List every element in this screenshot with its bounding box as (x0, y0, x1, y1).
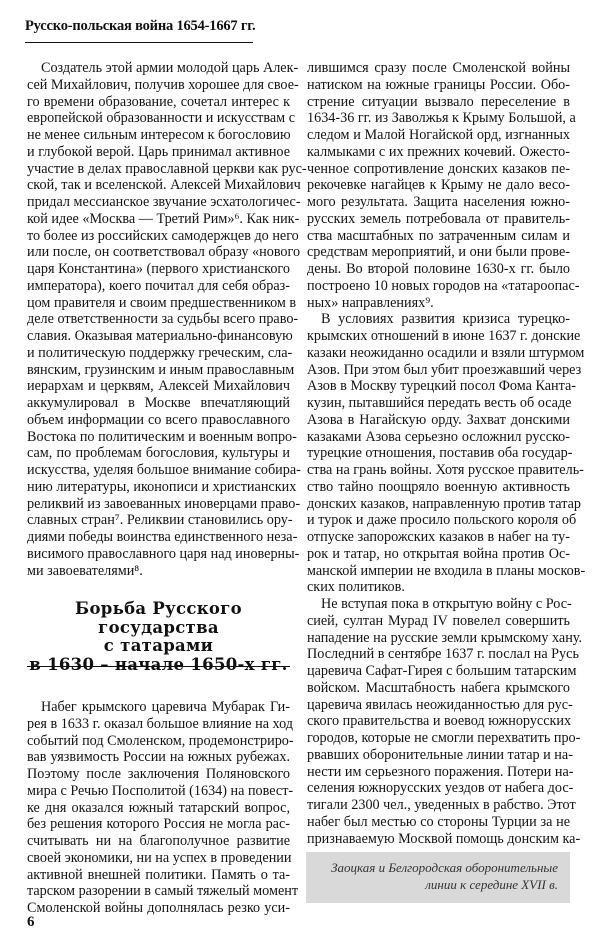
text-line: и турок и даже просило польского короля об (307, 512, 577, 529)
text-line: иерархам и церквям, Алексей Михайлович (27, 378, 290, 395)
text-line: манской империи не входила в планы москов- (307, 562, 586, 579)
text-line: донских казаков, направленную против татар (307, 495, 581, 512)
text-line: ке дня оказался южный татарский вопрос, (27, 799, 290, 816)
text-line: средствам мероприятий, и они были прове- (307, 244, 570, 261)
text-line: без решения которого Россия не могла рас- (27, 816, 290, 833)
running-head-rule (25, 42, 253, 43)
text-line: то более из российских самодержцев до него (27, 227, 299, 244)
section-heading-line-1: Борьба Русского государства (75, 599, 242, 637)
text-line: сией, султан Мурад IV повелел совершить (307, 612, 570, 629)
text-line: сам, по проблемам богословия, культуры и (27, 445, 290, 462)
text-line: нию литературы, иконописи и христианских (27, 478, 297, 495)
text-line: кой идее «Москва — Третий Рим»⁶. Как ник- (27, 210, 300, 227)
section-heading (27, 600, 290, 674)
text-line: вянским, грузинским и иным православным (27, 361, 295, 378)
text-line: Не вступая пока в открытую войну с Рос- (321, 596, 572, 612)
section-heading-line-3: в 1630 – начале 1650-х гг. (29, 654, 288, 674)
text-line: и политическую поддержку греческим, сла- (27, 344, 293, 361)
text-line: сей Михайлович, получив хорошее для свое- (27, 76, 299, 93)
text-line: не менее сильным интересом к богословию (27, 127, 291, 143)
figure-caption-line-1: Заоцкая и Белгородская оборонительные (331, 860, 558, 875)
text-line: казаки неожиданно осадили и взяли штурмом (307, 344, 585, 361)
text-line: ства масштабных по затраченным силам и (307, 227, 570, 244)
text-line: 1634-36 гг. из Заволжья к Крыму Большой, а (307, 110, 576, 127)
text-line: кузин, пытавшийся передать весть об осаде (307, 395, 572, 411)
text-line: Смоленской войны дополнялась резко уси- (27, 900, 290, 916)
text-line: лившимся сразу после Смоленской войны (307, 60, 570, 76)
text-line: рок и татар, но открытая война против Ос- (307, 545, 570, 562)
text-line: считывать ни на благополучное развитие (27, 833, 290, 849)
text-line: рекочевке нагайцев к Крыму не дало весо- (307, 177, 570, 194)
text-line: казаками Азова серьезно осложнил русско- (307, 428, 570, 445)
text-line: нападение на русские земли крымскому хану. (307, 629, 583, 646)
text-line: нести им серьезного поражения. Потери на- (307, 763, 574, 780)
text-line: ских политиков. (307, 579, 405, 596)
text-line: царевича явилась неожиданностью для рус- (307, 696, 573, 713)
text-line: мого результата. Защита населения южно- (307, 194, 570, 210)
text-line: объем информации со всего православного (27, 411, 290, 428)
text-line: построено 10 новых городов на «татароопас- (307, 277, 580, 294)
text-line: аккумулировал в Москве впечатляющий (27, 395, 290, 411)
text-line: диями победы воинства единственного неза- (27, 529, 298, 545)
text-line: калмыками с их прежних кочевий. Ожесто- (307, 143, 570, 160)
text-line: отпуске запорожских казаков в набег на ту- (307, 529, 570, 545)
text-line: участие в делах православной церкви как рус- (27, 160, 307, 177)
text-line: крымских отношений в июне 1637 г. донские (307, 328, 581, 344)
text-line: Последний в сентябре 1637 г. послал на Русь (307, 646, 579, 663)
text-line: цом правителя и своим предшественником в (27, 294, 297, 311)
text-line: турецкие отношения, поставив оба государ- (307, 445, 573, 462)
section-heading-line-2: с татарами (103, 636, 214, 655)
text-line: тарском разорении в самый тяжелый момент (27, 883, 299, 900)
text-line: ского правительства и воевод южнорусских (307, 713, 572, 730)
text-line: активной внешней политики. Память о та- (27, 866, 290, 883)
text-line: висимого православного царя над иноверны- (27, 545, 300, 562)
figure-caption-line-2: линии к середине XVII в. (425, 877, 558, 892)
text-line: славия. Оказывая материально-финансовую (27, 328, 293, 344)
page-number: 6 (27, 914, 35, 930)
text-line: деле ответственности за судьбы всего право- (27, 311, 299, 328)
text-line: признаваемую Москвой помощь донским ка- (307, 830, 581, 847)
text-line: городов, которые не смогли перехватить про- (307, 730, 581, 746)
left-column-bottom (27, 699, 299, 917)
section-heading-rule (27, 666, 290, 667)
text-line: стрение ситуации вызвало переселение в (307, 93, 570, 110)
text-line: ных» направлениях⁹. (307, 294, 434, 311)
figure-caption-box (306, 852, 570, 903)
text-line: или после, он соответствовал образу «нового (27, 244, 301, 261)
text-line: Набег крымского царевича Мубарак Ги- (41, 699, 290, 715)
text-line: го времени образование, сочетал интерес к (27, 93, 290, 110)
text-line: ченное сопротивление донских казаков пе- (307, 160, 570, 177)
text-line: своей экономики, ни на успех в проведении (27, 849, 292, 866)
right-column (307, 60, 586, 847)
text-line: царя Константина» (первого христианского (27, 261, 290, 277)
text-line: событий под Смоленском, продемонстриро- (27, 732, 294, 749)
text-line: В условиях развития кризиса турецко- (321, 311, 570, 328)
text-line: царевича Сафат-Гирея с большим татарским (307, 663, 577, 679)
text-line: рея в 1633 г. оказал большое влияние на ход (27, 715, 294, 732)
text-line: следом и Малой Ногайской орд, изгнанных (307, 127, 570, 143)
text-line: вав уязвимость России на южных рубежах. (27, 749, 290, 766)
text-line: набег был местью со стороны Турции за не (307, 813, 570, 830)
text-line: императора), коего почитал для себя образ- (27, 277, 290, 294)
text-line: натиском на южные границы России. Обо- (307, 76, 570, 93)
text-line: Поэтому после заключения Поляновского (27, 766, 290, 782)
text-line: русских земель потребовала от правитель- (307, 210, 570, 227)
text-line: Азова в Нагайскую орду. Захват донскими (307, 411, 570, 428)
running-head: Русско-польская война 1654-1667 гг. (25, 18, 256, 34)
text-line: придал мессианское звучание эсхатологичес- (27, 194, 301, 210)
text-line: ство тайно поощряло военную активность (307, 478, 570, 495)
text-line: и глубокой верой. Царь принимал активное (27, 143, 290, 160)
text-line: рвавших оборонительные линии татар и на- (307, 746, 573, 763)
text-line: тигали 2300 чел., уведенных в рабство. Этот (307, 797, 576, 813)
text-line: искусства, уделяя большое внимание собира- (27, 462, 301, 478)
text-line: селения южнорусских уездов от набега дос- (307, 780, 574, 797)
text-line: европейской образованности и искусствам с (27, 110, 296, 127)
text-line: реликвий из завоеванных иноверцами право- (27, 495, 301, 512)
text-line: славных стран⁷. Реликвии становились ору- (27, 512, 293, 529)
text-line: войском. Масштабность набега крымского (307, 679, 570, 696)
text-line: ми завоевателями⁸. (27, 562, 143, 579)
text-line: дены. Во второй половине 1630-х гг. было (307, 261, 570, 277)
text-line: ской, так и вселенской. Алексей Михайлович (27, 177, 301, 194)
text-line: мира с Речью Посполитой (1634) на повест- (27, 782, 294, 799)
text-line: Создатель этой армии молодой царь Алек- (41, 60, 299, 76)
text-line: Востока по политическим и военным вопро- (27, 428, 297, 445)
text-line: Азов. При этом был убит проезжавший через (307, 361, 582, 378)
left-column-top (27, 60, 307, 579)
text-line: ства на грань войны. Хотя русское правитель- (307, 462, 584, 478)
text-line: Азов в Москву турецкий посол Фома Канта- (307, 378, 577, 395)
